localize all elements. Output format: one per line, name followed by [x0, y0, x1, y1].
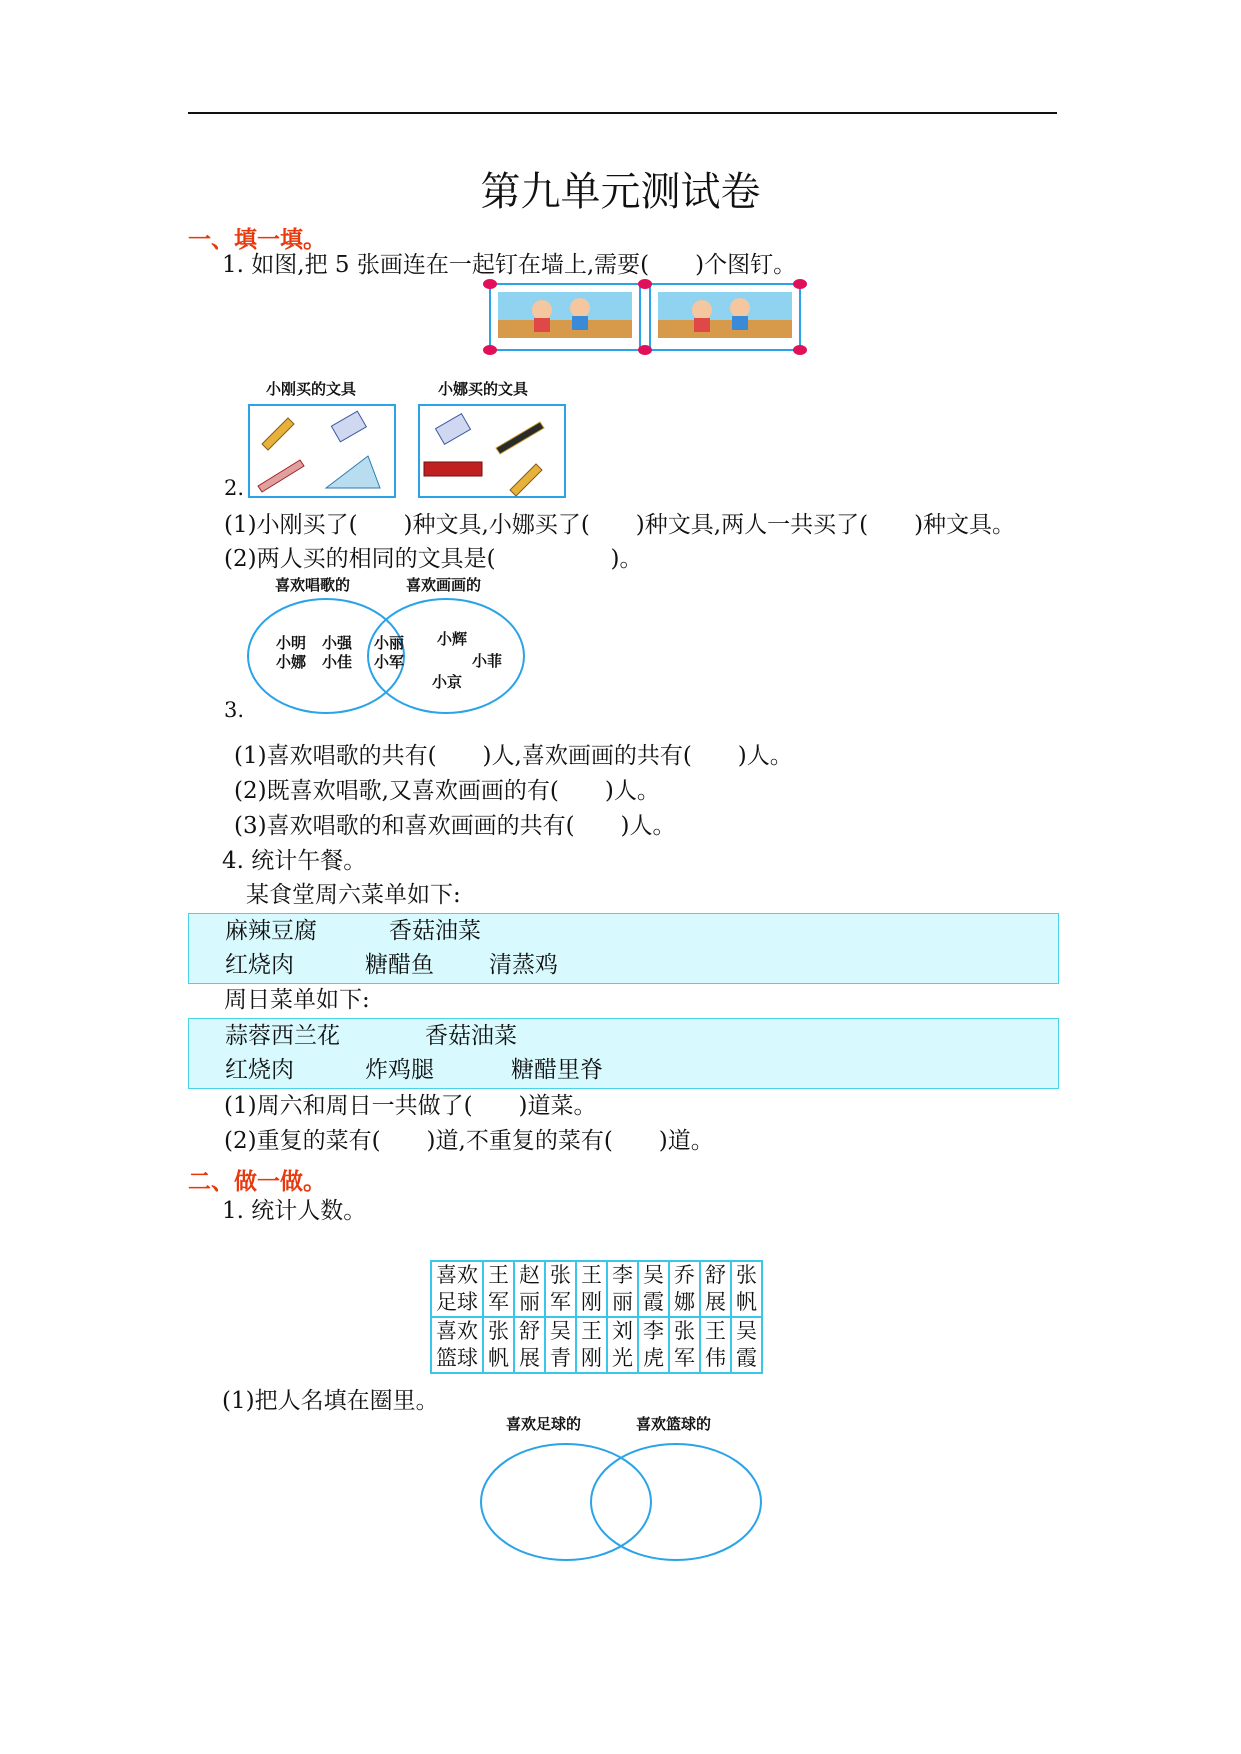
question-2-1: 1. 统计人数。: [222, 1198, 367, 1224]
table-cell: 舒 展: [700, 1261, 731, 1317]
sports-table: [430, 1260, 763, 1374]
venn-name: 小辉: [437, 630, 468, 648]
label-likes-football: 喜欢足球的: [506, 1415, 582, 1433]
table-cell: 乔 娜: [669, 1261, 700, 1317]
table-cell: 张 军: [545, 1261, 576, 1317]
question-1-2-sub2: (2)两人买的相同的文具是( )。: [224, 546, 643, 572]
table-cell: 王 军: [483, 1261, 514, 1317]
venn-name: 小强: [322, 634, 353, 652]
xiaogang-stationery-box: [248, 404, 396, 498]
table-row: [431, 1317, 762, 1373]
table-cell: 张 军: [669, 1317, 700, 1373]
table-cell: 刘 光: [607, 1317, 638, 1373]
question-1-2-sub1: (1)小刚买了( )种文具,小娜买了( )种文具,两人一共买了( )种文具。: [224, 512, 1016, 538]
sunday-menu-box: [188, 1018, 1059, 1089]
table-cell: 赵 丽: [514, 1261, 545, 1317]
table-cell: 王 刚: [576, 1317, 607, 1373]
picture-frame: [650, 284, 800, 350]
venn-name: 小丽: [374, 634, 405, 652]
xiaona-stationery-box: [418, 404, 566, 498]
venn-diagram-football-basketball: [478, 1440, 768, 1564]
question-1-3-sub3: (3)喜欢唱歌的和喜欢画画的共有( )人。: [234, 813, 676, 839]
pinned-pictures: [480, 278, 810, 358]
venn-name: 小娜: [276, 653, 307, 671]
saturday-menu-intro: 某食堂周六菜单如下:: [246, 882, 461, 908]
venn-name: 小明: [276, 634, 307, 652]
menu-item: 红烧肉: [225, 952, 294, 978]
question-1-2-number: 2.: [224, 476, 245, 500]
table-cell: 李 虎: [638, 1317, 669, 1373]
table-cell: 吴 青: [545, 1317, 576, 1373]
label-likes-basketball: 喜欢篮球的: [636, 1415, 712, 1433]
venn-name: 小京: [432, 673, 463, 691]
table-cell: 王 刚: [576, 1261, 607, 1317]
menu-item: 糖醋鱼: [365, 952, 434, 978]
menu-item: 清蒸鸡: [489, 952, 558, 978]
question-1-3-sub2: (2)既喜欢唱歌,又喜欢画画的有( )人。: [234, 778, 660, 804]
question-1-4-heading: 4. 统计午餐。: [222, 848, 367, 874]
menu-item: 香菇油菜: [389, 918, 481, 944]
menu-item: 香菇油菜: [425, 1023, 517, 1049]
label-xiaogang: 小刚买的文具: [266, 380, 357, 398]
question-1-1: 1. 如图,把 5 张画连在一起钉在墙上,需要( )个图钉。: [222, 252, 797, 278]
sunday-menu-intro: 周日菜单如下:: [224, 987, 370, 1013]
question-1-3-number: 3.: [224, 698, 245, 722]
question-1-4-sub1: (1)周六和周日一共做了( )道菜。: [224, 1093, 597, 1119]
table-cell: 吴 霞: [731, 1317, 762, 1373]
picture-frame: [490, 284, 640, 350]
label-likes-drawing: 喜欢画画的: [406, 576, 482, 594]
table-cell: 王 伟: [700, 1317, 731, 1373]
header-rule: [188, 112, 1057, 114]
question-1-3-sub1: (1)喜欢唱歌的共有( )人,喜欢画画的共有( )人。: [234, 743, 793, 769]
question-1-4-sub2: (2)重复的菜有( )道,不重复的菜有( )道。: [224, 1128, 714, 1154]
table-row: [431, 1261, 762, 1317]
menu-item: 麻辣豆腐: [225, 918, 317, 944]
saturday-menu-box: [188, 913, 1059, 984]
venn-name: 小佳: [322, 653, 353, 671]
table-cell: 舒 展: [514, 1317, 545, 1373]
menu-item: 蒜蓉西兰花: [225, 1023, 340, 1049]
ruler-icon: [424, 462, 482, 476]
table-cell: 喜欢 足球: [431, 1261, 483, 1317]
table-cell: 张 帆: [731, 1261, 762, 1317]
table-cell: 吴 霞: [638, 1261, 669, 1317]
venn-name: 小军: [374, 653, 405, 671]
page-title: 第九单元测试卷: [480, 169, 761, 215]
table-cell: 张 帆: [483, 1317, 514, 1373]
menu-item: 红烧肉: [225, 1057, 294, 1083]
menu-item: 糖醋里脊: [511, 1057, 603, 1083]
question-2-1-sub1: (1)把人名填在圈里。: [222, 1388, 439, 1414]
section-2-heading: 二、做一做。: [188, 1169, 326, 1195]
label-xiaona: 小娜买的文具: [438, 380, 529, 398]
label-likes-singing: 喜欢唱歌的: [275, 576, 351, 594]
venn-name: 小菲: [472, 652, 503, 670]
menu-item: 炸鸡腿: [365, 1057, 434, 1083]
section-1-heading: 一、填一填。: [188, 227, 326, 253]
table-cell: 喜欢 篮球: [431, 1317, 483, 1373]
table-cell: 李 丽: [607, 1261, 638, 1317]
